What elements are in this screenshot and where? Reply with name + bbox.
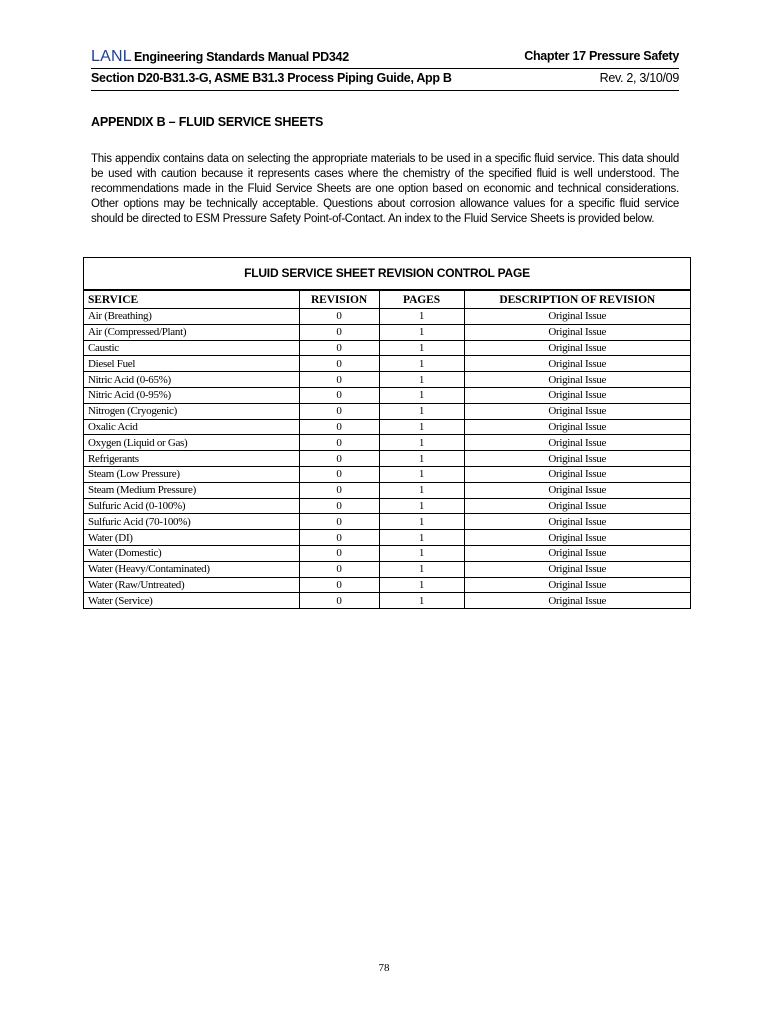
revision-cell: 0 (299, 498, 379, 514)
pages-cell: 1 (379, 545, 464, 561)
section-title: Section D20-B31.3-G, ASME B31.3 Process Piping Guide, App B (91, 71, 452, 85)
table-row (84, 372, 690, 388)
revision-cell: 0 (299, 530, 379, 546)
table-row (84, 387, 690, 403)
fluid-service-table (84, 290, 690, 609)
chapter-title: Chapter 17 Pressure Safety (524, 49, 679, 63)
revision-cell: 0 (299, 466, 379, 482)
pages-cell: 1 (379, 403, 464, 419)
description-cell: Original Issue (464, 356, 690, 372)
description-cell: Original Issue (464, 387, 690, 403)
service-cell: Water (DI) (84, 530, 299, 546)
pages-cell: 1 (379, 451, 464, 467)
revision-control-table (83, 257, 691, 609)
revision-cell: 0 (299, 561, 379, 577)
pages-cell: 1 (379, 482, 464, 498)
revision-cell: 0 (299, 419, 379, 435)
description-cell: Original Issue (464, 309, 690, 325)
revision-cell: 0 (299, 356, 379, 372)
table-row (84, 577, 690, 593)
pages-cell: 1 (379, 593, 464, 609)
description-cell: Original Issue (464, 482, 690, 498)
table-header-row (84, 291, 690, 309)
service-cell: Steam (Low Pressure) (84, 466, 299, 482)
service-cell: Refrigerants (84, 451, 299, 467)
revision-cell: 0 (299, 577, 379, 593)
description-cell: Original Issue (464, 372, 690, 388)
revision-cell: 0 (299, 340, 379, 356)
service-cell: Water (Domestic) (84, 545, 299, 561)
service-cell: Air (Compressed/Plant) (84, 324, 299, 340)
revision-label: Rev. 2, 3/10/09 (599, 71, 679, 85)
pages-cell: 1 (379, 419, 464, 435)
description-cell: Original Issue (464, 324, 690, 340)
revision-cell: 0 (299, 309, 379, 325)
pages-cell: 1 (379, 561, 464, 577)
description-cell: Original Issue (464, 577, 690, 593)
pages-cell: 1 (379, 387, 464, 403)
pages-cell: 1 (379, 498, 464, 514)
table-row (84, 419, 690, 435)
revision-cell: 0 (299, 545, 379, 561)
description-cell: Original Issue (464, 593, 690, 609)
revision-cell: 0 (299, 593, 379, 609)
column-header-revision: REVISION (299, 291, 379, 309)
page-header-bottom (91, 70, 679, 88)
manual-title: Engineering Standards Manual PD342 (134, 50, 349, 64)
service-cell: Sulfuric Acid (0-100%) (84, 498, 299, 514)
revision-cell: 0 (299, 324, 379, 340)
revision-cell: 0 (299, 451, 379, 467)
pages-cell: 1 (379, 530, 464, 546)
table-row (84, 309, 690, 325)
description-cell: Original Issue (464, 498, 690, 514)
service-cell: Steam (Medium Pressure) (84, 482, 299, 498)
pages-cell: 1 (379, 577, 464, 593)
description-cell: Original Issue (464, 466, 690, 482)
description-cell: Original Issue (464, 561, 690, 577)
description-cell: Original Issue (464, 451, 690, 467)
column-header-description: DESCRIPTION OF REVISION (464, 291, 690, 309)
service-cell: Nitric Acid (0-95%) (84, 387, 299, 403)
table-caption: FLUID SERVICE SHEET REVISION CONTROL PAGE (84, 258, 690, 290)
appendix-heading: APPENDIX B – FLUID SERVICE SHEETS (91, 115, 324, 129)
page-number: 78 (378, 962, 390, 974)
pages-cell: 1 (379, 340, 464, 356)
pages-cell: 1 (379, 356, 464, 372)
table-row (84, 593, 690, 609)
table-row (84, 545, 690, 561)
pages-cell: 1 (379, 466, 464, 482)
revision-cell: 0 (299, 482, 379, 498)
pages-cell: 1 (379, 324, 464, 340)
description-cell: Original Issue (464, 530, 690, 546)
service-cell: Nitric Acid (0-65%) (84, 372, 299, 388)
table-row (84, 340, 690, 356)
description-cell: Original Issue (464, 403, 690, 419)
service-cell: Diesel Fuel (84, 356, 299, 372)
table-row (84, 324, 690, 340)
table-body (84, 309, 690, 609)
service-cell: Oxygen (Liquid or Gas) (84, 435, 299, 451)
service-cell: Water (Raw/Untreated) (84, 577, 299, 593)
table-row (84, 482, 690, 498)
revision-cell: 0 (299, 514, 379, 530)
service-cell: Nitrogen (Cryogenic) (84, 403, 299, 419)
revision-cell: 0 (299, 403, 379, 419)
revision-cell: 0 (299, 387, 379, 403)
description-cell: Original Issue (464, 340, 690, 356)
table-row (84, 530, 690, 546)
column-header-service: SERVICE (84, 291, 299, 309)
pages-cell: 1 (379, 514, 464, 530)
intro-paragraph: This appendix contains data on selecting the appropriate materials to be used in a specific fluid service. This data should be used with caution because it represents cases where the chemistry of the specified fluid is well understood. The recommendations made in the Fluid Service Sheets are one option based on economic and technical considerations. Other options may be technically acceptable. Questions about corrosion allowance values for a specific fluid service should be directed to ESM Pressure Safety Point-of-Contact. An index to the Fluid Service Sheets is provided below. (91, 153, 679, 226)
page-header-top (91, 48, 679, 68)
description-cell: Original Issue (464, 435, 690, 451)
service-cell: Sulfuric Acid (70-100%) (84, 514, 299, 530)
description-cell: Original Issue (464, 545, 690, 561)
table-row (84, 561, 690, 577)
column-header-pages: PAGES (379, 291, 464, 309)
pages-cell: 1 (379, 372, 464, 388)
service-cell: Water (Heavy/Contaminated) (84, 561, 299, 577)
service-cell: Air (Breathing) (84, 309, 299, 325)
table-row (84, 356, 690, 372)
table-row (84, 498, 690, 514)
table-row (84, 514, 690, 530)
revision-cell: 0 (299, 435, 379, 451)
header-divider-bottom (91, 90, 679, 91)
description-cell: Original Issue (464, 419, 690, 435)
table-row (84, 435, 690, 451)
pages-cell: 1 (379, 435, 464, 451)
table-row (84, 466, 690, 482)
header-divider-top (91, 68, 679, 69)
revision-cell: 0 (299, 372, 379, 388)
lanl-logo: LANL (91, 48, 132, 65)
service-cell: Oxalic Acid (84, 419, 299, 435)
table-row (84, 403, 690, 419)
table-row (84, 451, 690, 467)
description-cell: Original Issue (464, 514, 690, 530)
service-cell: Caustic (84, 340, 299, 356)
service-cell: Water (Service) (84, 593, 299, 609)
pages-cell: 1 (379, 309, 464, 325)
